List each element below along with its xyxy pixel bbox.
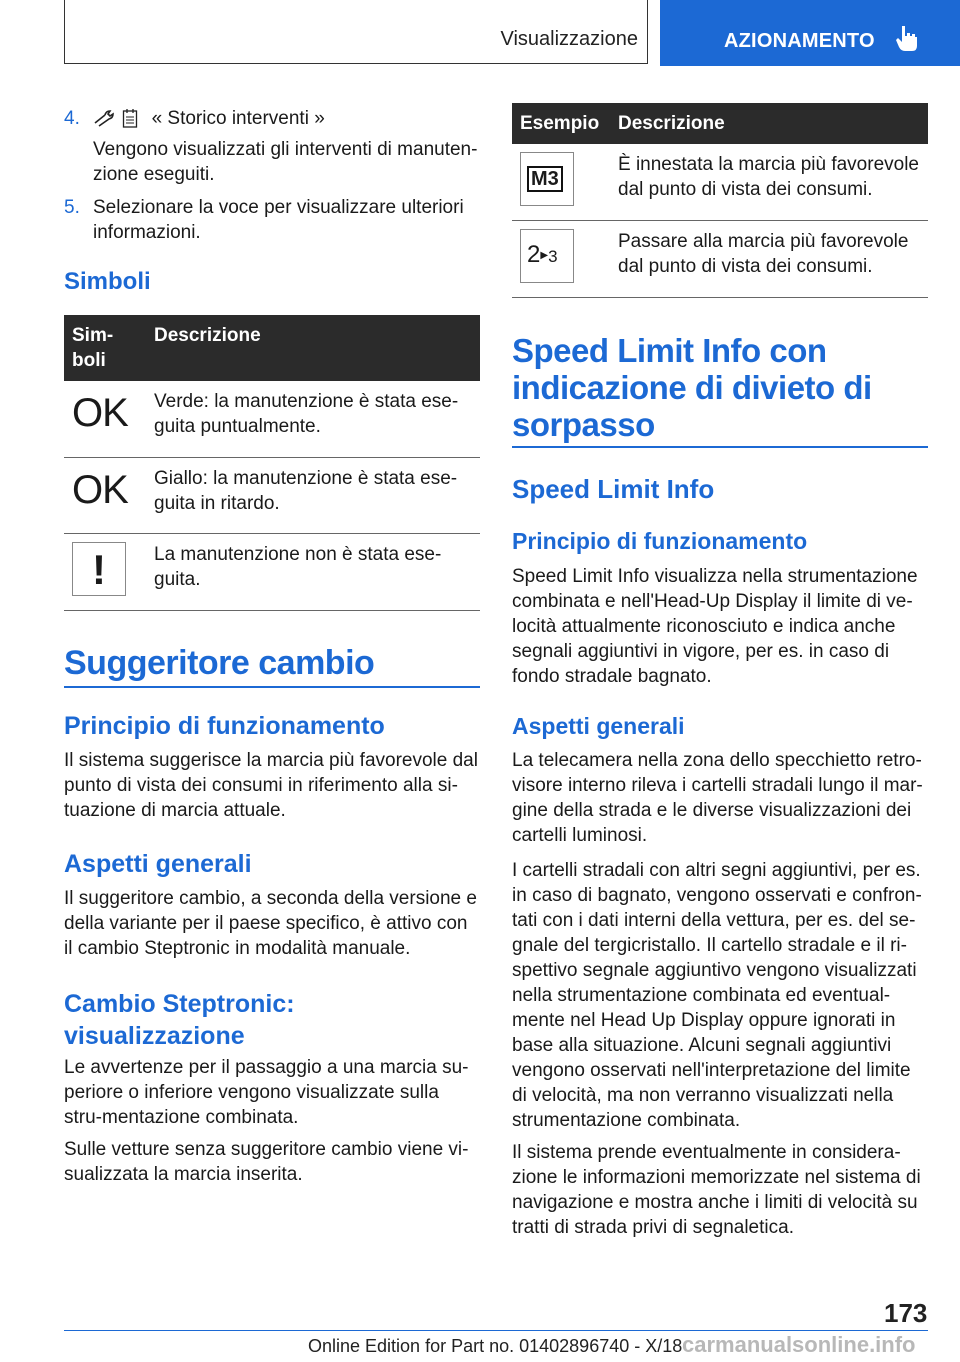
table-cell: Passare alla marcia più favorevole dal punto di vista dei consumi. bbox=[610, 221, 928, 298]
aspetti-text: Il suggeritore cambio, a seconda della versione e della variante per il paese specifico, è attivo con il cambio Steptronic in modalità manuale. bbox=[64, 888, 477, 959]
watermark: carmanualsonline.info bbox=[682, 1332, 916, 1357]
ok-yellow-icon: OK bbox=[72, 467, 128, 512]
principio-text: Il sistema suggerisce la marcia più favorevole dal punto di vista dei consumi in riferimento alla si-tuazione di marcia attuale. bbox=[64, 750, 478, 821]
list-title: « Storico interventi » bbox=[151, 108, 325, 129]
table-header: Descrizione bbox=[146, 315, 480, 381]
speed-aspetti-text: La telecamera nella zona dello specchietto retro-visore interno rileva i cartelli stradali lungo il mar-gine della strada e le diverse visualizzazioni dei cartelli luminosi. bbox=[512, 750, 923, 846]
speed-principio-heading: Principio di funzionamento bbox=[512, 528, 808, 554]
list-icon bbox=[122, 108, 138, 128]
esempio-table bbox=[512, 103, 928, 298]
table-row bbox=[64, 533, 480, 610]
chapter-label: AZIONAMENTO bbox=[724, 30, 875, 52]
table-row bbox=[512, 144, 928, 221]
exclamation-glyph: ! bbox=[92, 545, 106, 593]
simboli-heading: Simboli bbox=[64, 268, 151, 295]
steptronic-heading: Cambio Steptronic: visualizzazione bbox=[64, 990, 295, 1050]
table-row bbox=[512, 221, 928, 298]
chapter-tab[interactable] bbox=[660, 0, 960, 66]
ok-green-icon: OK bbox=[72, 391, 128, 435]
shift-arrow-icon: ▶ bbox=[540, 250, 549, 261]
table-cell: Giallo: la manutenzione è stata ese-guita in ritardo. bbox=[146, 457, 480, 533]
gear-m3-label: M3 bbox=[527, 166, 563, 192]
section-rule bbox=[512, 446, 928, 448]
wrench-icon bbox=[93, 109, 115, 127]
list-number: 4. bbox=[64, 108, 80, 129]
table-header: Esempio bbox=[512, 103, 610, 144]
steptronic-text-2: Sulle vetture senza suggeritore cambio viene vi-sualizzata la marcia inserita. bbox=[64, 1139, 469, 1185]
table-cell: La manutenzione non è stata ese-guita. bbox=[146, 533, 480, 610]
gear-m3-icon bbox=[520, 152, 574, 206]
suggeritore-title: Suggeritore cambio bbox=[64, 644, 375, 682]
table-cell: È innestata la marcia più favorevole dal punto di vista dei consumi. bbox=[610, 144, 928, 221]
list-number: 5. bbox=[64, 197, 80, 218]
table-header: Sim-boli bbox=[64, 315, 146, 381]
footer-rule bbox=[64, 1330, 928, 1331]
steptronic-text: Le avvertenze per il passaggio a una marcia su-periore o inferiore vengono visualizzate sulla stru-mentazione combinata. bbox=[64, 1057, 469, 1128]
speed-principio-text: Speed Limit Info visualizza nella strumentazione combinata e nell'Head-Up Display il limite di ve-locità attualmente riconosciuto e indica anche segnali aggiuntivi in vigore, per es. in caso di fondo stradale bagnato. bbox=[512, 566, 918, 687]
shift-up-icon bbox=[520, 229, 574, 283]
speed-aspetti-text-3: Il sistema prende eventualmente in considera-zione le informazioni memorizzate nel sistema di navigazione e mostra anche i limiti di velocità su tratti di strada privi di segnaletica. bbox=[512, 1142, 921, 1238]
edition-text: Online Edition for Part no. 01402896740 - X/18 bbox=[308, 1336, 683, 1356]
shift-to-gear: 3 bbox=[548, 247, 558, 266]
principio-heading: Principio di funzionamento bbox=[64, 712, 385, 740]
speed-subtitle: Speed Limit Info bbox=[512, 474, 715, 504]
table-row bbox=[64, 381, 480, 457]
table-row bbox=[64, 457, 480, 533]
list-text: Vengono visualizzati gli interventi di manuten-zione eseguiti. bbox=[93, 139, 478, 185]
table-cell: Verde: la manutenzione è stata ese-guita puntualmente. bbox=[146, 381, 480, 457]
pointing-hand-icon bbox=[894, 24, 920, 52]
speed-aspetti-heading: Aspetti generali bbox=[512, 713, 685, 739]
exclamation-icon bbox=[72, 542, 126, 596]
speed-aspetti-text-2: I cartelli stradali con altri segni aggiuntivi, per es. in caso di bagnato, vengono osservati e confron-tati con i dati interni della vettura, per es. del se-gnale del tergicristallo. Il cartello stradale e il ri-spettivo segnale aggiuntivo vengono visualizzati nella strumentazione combinata ed eventual-mente nel Head Up Display oppure ignorati in base alla situazione. Alcuni segnali aggiuntivi vengono osservati nell'interpretazione del limite di velocità, ma non verranno visualizzati nella strumentazione combinata. bbox=[512, 860, 922, 1131]
aspetti-heading: Aspetti generali bbox=[64, 850, 252, 878]
speed-title: Speed Limit Info con indicazione di divieto di sorpasso bbox=[512, 332, 872, 443]
page-number: 173 bbox=[884, 1298, 928, 1328]
list-item bbox=[64, 106, 480, 187]
section-rule bbox=[64, 686, 480, 688]
list-text: Selezionare la voce per visualizzare ulteriori informazioni. bbox=[93, 197, 464, 243]
table-header: Descrizione bbox=[610, 103, 928, 144]
simboli-table bbox=[64, 315, 480, 611]
shift-from-gear: 2 bbox=[527, 241, 541, 268]
section-title: Visualizzazione bbox=[500, 28, 638, 50]
list-item bbox=[64, 195, 480, 245]
